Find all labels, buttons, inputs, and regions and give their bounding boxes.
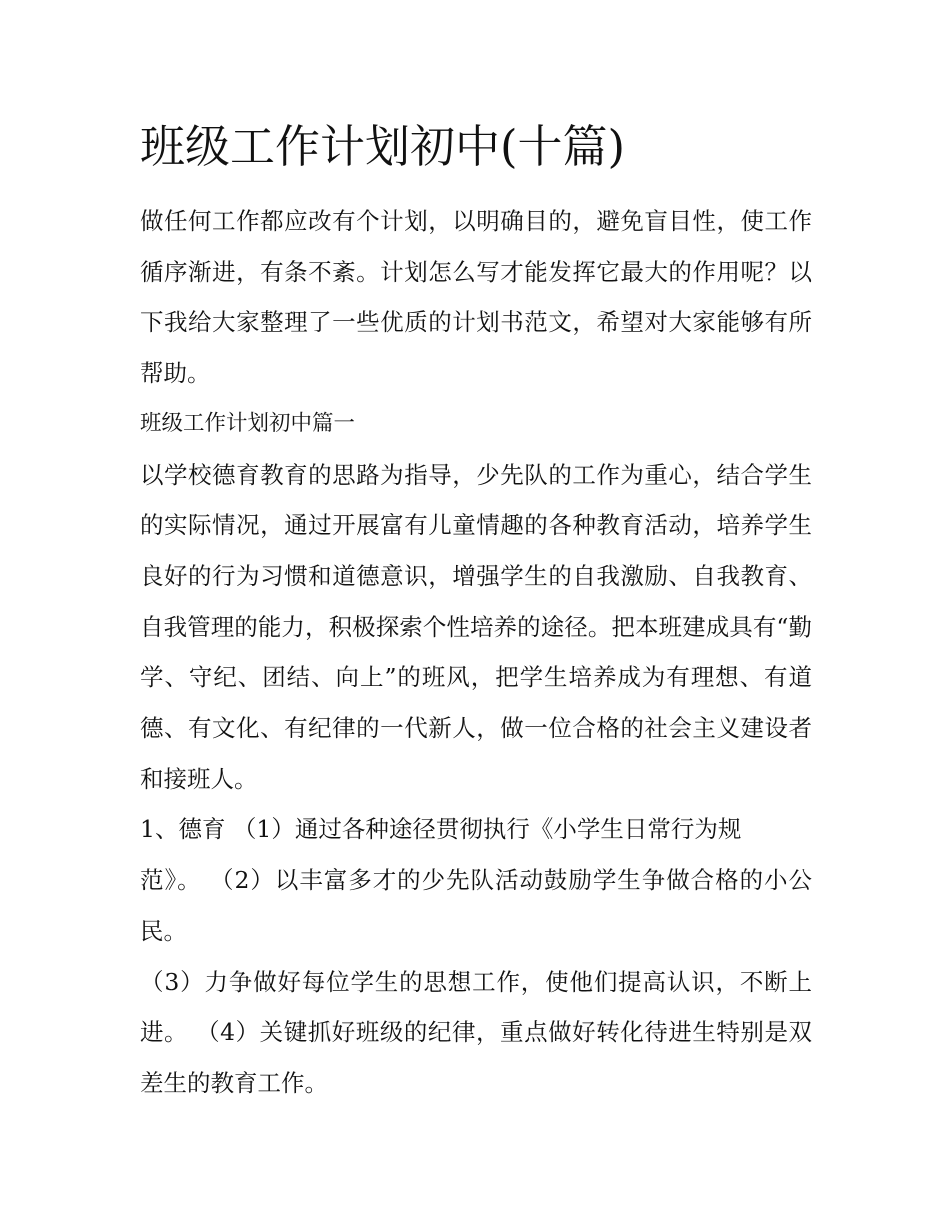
section-heading: 班级工作计划初中篇一 xyxy=(140,410,356,436)
moral-education-line-1: 1、德育 （1）通过各种途径贯彻执行《小学生日常行为规 xyxy=(140,815,742,844)
moral-education-line-2: 范》。 （2）以丰富多才的少先队活动鼓励学生争做合格的小公民。 xyxy=(140,866,812,945)
body-paragraph: 以学校德育教育的思路为指导，少先队的工作为重心，结合学生的实际情况，通过开展富有儿童情趣的各种教育活动，培养学生良好的行为习惯和道德意识，增强学生的自我激励、自我教育、自我管理的能力，积极探索个性培养的途径。把本班建成具有“勤学、守纪、团结、向上”的班风，把学生培养成为有理想、有道德、有文化、有纪律的一代新人，做一位合格的社会主义建设者和接班人。 xyxy=(140,460,812,793)
moral-education-line-3: （3）力争做好每位学生的思想工作，使他们提高认识，不断上进。 （4）关键抓好班级的纪律，重点做好转化待进生特别是双差生的教育工作。 xyxy=(140,967,812,1097)
document-body xyxy=(140,196,812,1109)
intro-paragraph: 做任何工作都应改有个计划，以明确目的，避免盲目性，使工作循序渐进，有条不紊。计划怎么写才能发挥它最大的作用呢？以下我给大家整理了一些优质的计划书范文，希望对大家能够有所帮助。 xyxy=(140,207,812,388)
document-title: 班级工作计划初中(十篇) xyxy=(140,120,626,173)
